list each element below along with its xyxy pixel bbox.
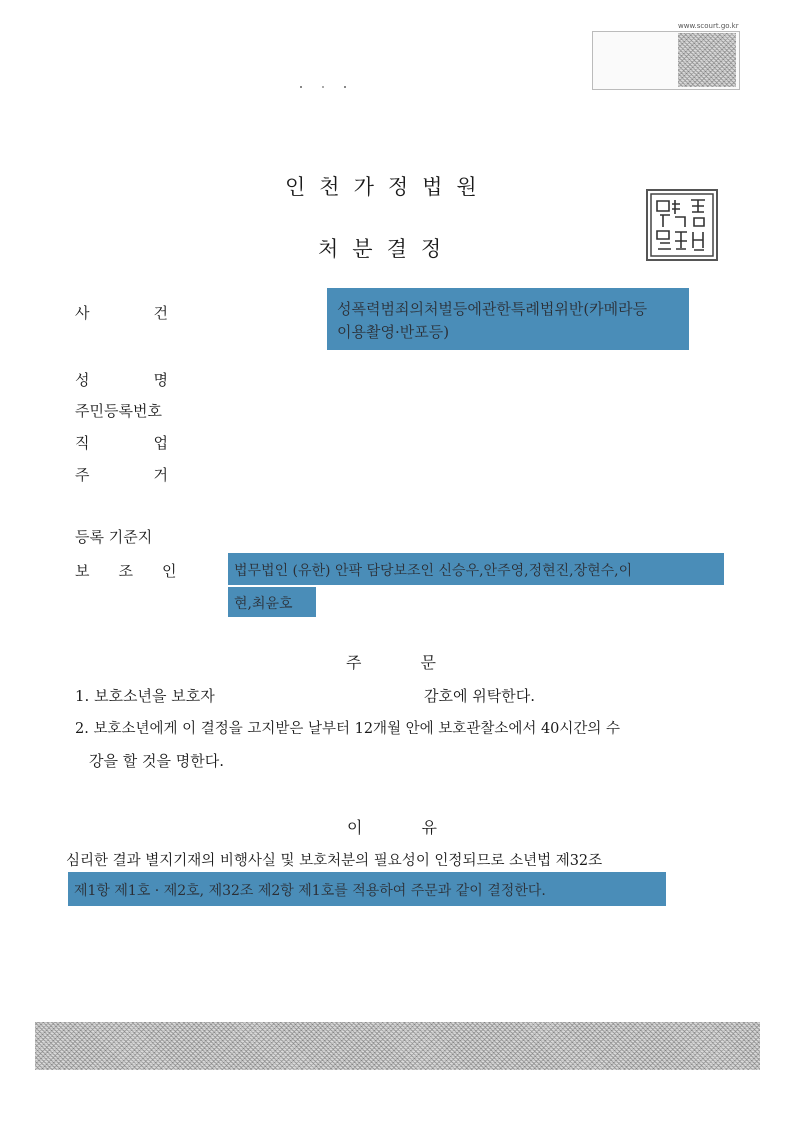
disposition-item1-part2: 감호에 위탁한다.	[424, 687, 535, 705]
reasons-heading: 이 유	[347, 818, 437, 837]
assistant-label: 보조인	[75, 562, 206, 580]
reasons-line1: 심리한 결과 별지기재의 비행사실 및 보호처분의 필요성이 인정되므로 소년법 제32조	[66, 853, 603, 869]
url-mark: www.scourt.go.kr	[678, 22, 739, 30]
assistant-line2: 현,최윤호	[234, 596, 293, 612]
assistant-line1: 법무법인 (유한) 안팍 담당보조인 신승우,안주영,정현진,장현수,이	[234, 563, 633, 579]
seal-stamp-image	[648, 191, 716, 259]
occupation-label: 직업	[75, 434, 232, 452]
scan-speck	[344, 86, 346, 88]
disposition-item2-line2: 강을 할 것을 명한다.	[89, 752, 224, 770]
reasons-line2: 제1항 제1호 · 제2호, 제32조 제2항 제1호를 적용하여 주문과 같이 결정한다.	[74, 883, 546, 899]
bottom-security-pattern	[35, 1022, 760, 1070]
disposition-item1-part1: 1. 보호소년을 보호자	[75, 687, 215, 705]
qr-code-image	[678, 33, 736, 87]
registered-domicile-label: 등록 기준지	[75, 528, 153, 546]
disposition-item2-line1: 2. 보호소년에게 이 결정을 고지받은 날부터 12개월 안에 보호관찰소에서 40시간의 수	[75, 721, 621, 737]
address-label: 주거	[75, 466, 232, 484]
resident-number-label: 주민등록번호	[75, 402, 162, 420]
court-name: 인천가정법원	[285, 175, 491, 199]
scan-speck	[300, 86, 302, 88]
case-label: 사건	[75, 304, 232, 322]
case-name-line2: 이용촬영·반포등)	[337, 323, 450, 341]
court-seal	[646, 189, 718, 261]
scan-speck	[322, 86, 324, 88]
document-type: 처분결정	[318, 237, 456, 261]
name-label: 성명	[75, 371, 232, 389]
case-name-line1: 성폭력범죄의처벌등에관한특례법위반(카메라등	[337, 300, 648, 318]
disposition-heading: 주 문	[346, 653, 436, 672]
